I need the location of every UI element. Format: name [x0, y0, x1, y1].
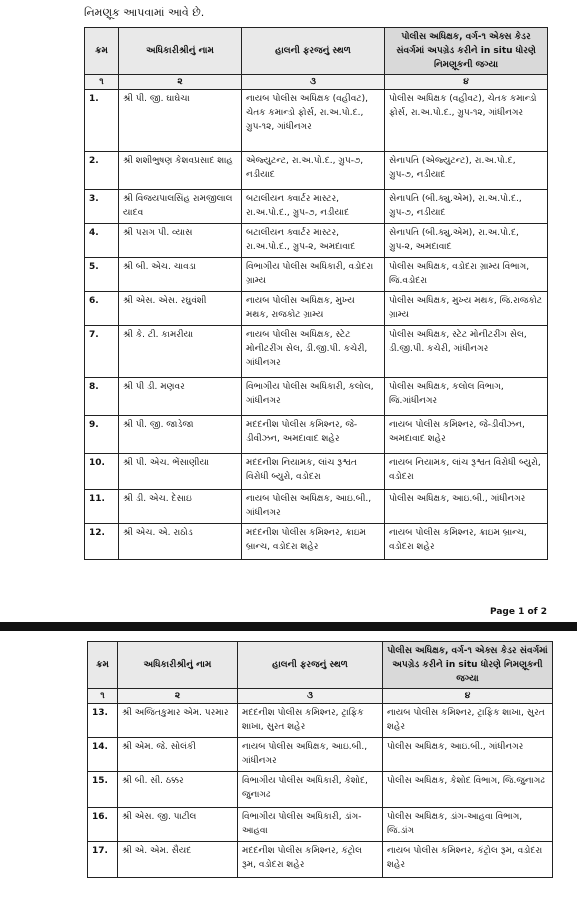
row-sr: 13.: [88, 704, 118, 738]
header-num: ૪: [383, 689, 553, 704]
row-new-post: પોલીસ અધિક્ષક, કેશોદ વિભાગ, જિ.જુનાગઢ: [383, 772, 553, 808]
row-name: શ્રી બી. એચ. ચાવડા: [119, 258, 242, 292]
row-sr: 7.: [85, 326, 119, 378]
row-current-post: મદદનીશ પોલીસ કમિશ્નર, ટ્રાફિક શાખા, સુરત શહેર: [238, 704, 383, 738]
header-num: ૨: [118, 689, 238, 704]
row-name: શ્રી પી. એચ. ભેંસાણીયા: [119, 454, 242, 490]
header-sr: ક્રમ: [88, 642, 118, 689]
row-new-post: પોલીસ અધિક્ષક, આઇ.બી., ગાંધીનગર: [383, 738, 553, 772]
row-new-post: પોલીસ અધિક્ષક, આઇ.બી., ગાંધીનગર: [385, 490, 548, 524]
row-sr: 14.: [88, 738, 118, 772]
row-current-post: નાયબ પોલીસ અધિક્ષક, આઇ.બી., ગાંધીનગર: [242, 490, 385, 524]
header-sr: ક્રમ: [85, 28, 119, 75]
row-new-post: સેનાપતિ (એજ્યુટન્ટ), રા.અ.પો.દ, ગ્રુપ-૭, નડીયાદ: [385, 152, 548, 190]
row-sr: 9.: [85, 416, 119, 454]
header-new-post: પોલીસ અધિક્ષક, વર્ગ-૧ એક્સ કેડર સંવર્ગમાં અપગ્રેડ કરીને in situ ધોરણે નિમણૂકની જગ્યા: [385, 28, 548, 75]
row-name: શ્રી વિજયપાલસિંહ રામજીલાલ યાદવ: [119, 190, 242, 224]
header-name: અધિકારીશ્રીનું નામ: [118, 642, 238, 689]
row-new-post: પોલીસ અધિક્ષક, કલોલ વિભાગ, જિ.ગાંધીનગર: [385, 378, 548, 416]
row-new-post: પોલીસ અધિક્ષક, ડાંગ-આહવા વિભાગ, જિ.ડાંગ: [383, 808, 553, 842]
row-name: શ્રી એસ. જી. પાટીલ: [118, 808, 238, 842]
table-row: [85, 90, 548, 152]
row-name: શ્રી પરાગ પી. વ્યાસ: [119, 224, 242, 258]
row-sr: 11.: [85, 490, 119, 524]
appointments-table-page2: [87, 641, 553, 878]
header-current-post: હાલની ફરજનું સ્થળ: [238, 642, 383, 689]
header-num: ૨: [119, 75, 242, 90]
row-current-post: નાયબ પોલીસ અધિક્ષક, સ્ટેટ મોનીટરીંગ સેલ, ડી.જી.પી. કચેરી, ગાંધીનગર: [242, 326, 385, 378]
header-new-post: પોલીસ અધિક્ષક, વર્ગ-૧ એક્સ કેડર સંવર્ગમાં અપગ્રેડ કરીને in situ ધોરણે નિમણૂકની જગ્યા: [383, 642, 553, 689]
row-current-post: બટાલીયન ક્વાર્ટર માસ્ટર, રા.અ.પો.દ., ગ્રુપ-૭, નડીયાદ: [242, 190, 385, 224]
header-num: ૪: [385, 75, 548, 90]
page-separator: [0, 622, 577, 631]
header-row: [85, 28, 548, 75]
header-number-row: [88, 689, 553, 704]
row-new-post: નાયબ પોલીસ કમિશ્નર, કંટ્રોલ રૂમ, વડોદરા શહેર: [383, 842, 553, 878]
row-current-post: મદદનીશ પોલીસ કમિશ્નર, કંટ્રોલ રૂમ, વડોદરા શહેર: [238, 842, 383, 878]
header-num: ૧: [85, 75, 119, 90]
table-row: [85, 326, 548, 378]
row-new-post: સેનાપતિ (બી.ક્યુ.એમ), રા.અ.પો.દ, ગ્રુપ-૨, અમદાવાદ: [385, 224, 548, 258]
row-new-post: નાયબ પોલીસ કમિશ્નર, ટ્રાફિક શાખા, સુરત શહેર: [383, 704, 553, 738]
row-new-post: નાયબ નિયામક, લાંચ રૂશ્વત વિરોધી બ્યુરો, વડોદરા: [385, 454, 548, 490]
row-new-post: પોલીસ અધિક્ષક (વહીવટ), ચેતક કમાન્ડો ફોર્સ, રા.અ.પો.દ., ગ્રુપ-૧૨, ગાંધીનગર: [385, 90, 548, 152]
row-name: શ્રી ડી. એચ. દેસાઇ: [119, 490, 242, 524]
row-name: શ્રી બી. સી. ઠક્કર: [118, 772, 238, 808]
row-current-post: નાયબ પોલીસ અધિક્ષક, આઇ.બી., ગાંધીનગર: [238, 738, 383, 772]
row-sr: 4.: [85, 224, 119, 258]
row-current-post: વિભાગીય પોલીસ અધિકારી, કલોલ, ગાંધીનગર: [242, 378, 385, 416]
row-sr: 10.: [85, 454, 119, 490]
table-row: [85, 378, 548, 416]
row-name: શ્રી એસ. એસ. રઘુવંશી: [119, 292, 242, 326]
row-current-post: નાયબ પોલીસ અધિક્ષક, મુખ્ય મથક, રાજકોટ ગ્રામ્ય: [242, 292, 385, 326]
row-sr: 1.: [85, 90, 119, 152]
row-sr: 15.: [88, 772, 118, 808]
row-current-post: મદદનીશ નિયામક, લાંચ રૂશ્વત વિરોધી બ્યુરો, વડોદરા: [242, 454, 385, 490]
row-sr: 2.: [85, 152, 119, 190]
row-current-post: બટાલીયન ક્વાર્ટર માસ્ટર, રા.અ.પો.દ., ગ્રુપ-૨, અમદાવાદ: [242, 224, 385, 258]
table-row: [85, 190, 548, 224]
header-num: ૧: [88, 689, 118, 704]
table-row: [85, 490, 548, 524]
row-current-post: એજ્યુટન્ટ, રા.અ.પો.દ., ગ્રુપ-૭, નડીયાદ: [242, 152, 385, 190]
row-current-post: વિભાગીય પોલીસ અધિકારી, કેશોદ, જુનાગઢ: [238, 772, 383, 808]
row-current-post: મદદનીશ પોલીસ કમિશ્નર, ક્રાઇમ બ્રાન્ચ, વડોદરા શહેર: [242, 524, 385, 560]
row-sr: 16.: [88, 808, 118, 842]
row-new-post: સેનાપતિ (બી.ક્યુ.એમ), રા.અ.પો.દ., ગ્રુપ-૭, નડીયાદ: [385, 190, 548, 224]
table-row: [88, 772, 553, 808]
row-name: શ્રી એ. એમ. સૈયદ: [118, 842, 238, 878]
row-new-post: પોલીસ અધિક્ષક, વડોદરા ગ્રામ્ય વિભાગ, જિ.વડોદરા: [385, 258, 548, 292]
table-row: [85, 258, 548, 292]
table-row: [85, 224, 548, 258]
row-sr: 8.: [85, 378, 119, 416]
table-row: [85, 416, 548, 454]
row-sr: 3.: [85, 190, 119, 224]
row-current-post: મદદનીશ પોલીસ કમિશ્નર, જે-ડીવીઝન, અમદાવાદ શહેર: [242, 416, 385, 454]
row-new-post: પોલીસ અધિક્ષક, સ્ટેટ મોનીટરીંગ સેલ, ડી.જી.પી. કચેરી, ગાંધીનગર: [385, 326, 548, 378]
row-sr: 6.: [85, 292, 119, 326]
header-name: અધિકારીશ્રીનું નામ: [119, 28, 242, 75]
row-current-post: વિભાગીય પોલીસ અધિકારી, ડાંગ-આહવા: [238, 808, 383, 842]
table-row: [88, 738, 553, 772]
row-name: શ્રી પી ડી. મણવર: [119, 378, 242, 416]
page-two: [0, 631, 577, 901]
header-current-post: હાલની ફરજનું સ્થળ: [242, 28, 385, 75]
table-row: [85, 292, 548, 326]
header-number-row: [85, 75, 548, 90]
row-new-post: પોલીસ અધિક્ષક, મુખ્ય મથક, જિ.રાજકોટ ગ્રામ્ય: [385, 292, 548, 326]
row-new-post: નાયબ પોલીસ કમિશ્નર, જે-ડીવીઝન, અમદાવાદ શહેર: [385, 416, 548, 454]
table-row: [88, 704, 553, 738]
row-current-post: નાયબ પોલીસ અધિક્ષક (વહીવટ), ચેતક કમાન્ડો ફોર્સ, રા.અ.પો.દ., ગ્રુપ-૧૨, ગાંધીનગર: [242, 90, 385, 152]
intro-text: નિમણૂક આપવામાં આવે છે.: [84, 6, 205, 19]
row-name: શ્રી એમ. જે. સોલંકી: [118, 738, 238, 772]
header-num: ૩: [238, 689, 383, 704]
table-row: [85, 524, 548, 560]
table-row: [88, 808, 553, 842]
table-row: [85, 454, 548, 490]
table-row: [88, 842, 553, 878]
row-name: શ્રી શશીભુષણ કેશવપ્રસાદ શાહ: [119, 152, 242, 190]
row-current-post: વિભાગીય પોલીસ અધિકારી, વડોદરા ગ્રામ્ય: [242, 258, 385, 292]
row-sr: 17.: [88, 842, 118, 878]
row-sr: 5.: [85, 258, 119, 292]
table-row: [85, 152, 548, 190]
header-num: ૩: [242, 75, 385, 90]
row-name: શ્રી અજિતકુમાર એમ. પરમાર: [118, 704, 238, 738]
appointments-table-page1: [84, 27, 548, 560]
row-name: શ્રી પી. જી. જાડેજા: [119, 416, 242, 454]
header-row: [88, 642, 553, 689]
row-name: શ્રી કે. ટી. કામરીયા: [119, 326, 242, 378]
row-sr: 12.: [85, 524, 119, 560]
row-name: શ્રી પી. જી. ઘાઘેચા: [119, 90, 242, 152]
row-new-post: નાયબ પોલીસ કમિશ્નર, ક્રાઇમ બ્રાન્ચ, વડોદરા શહેર: [385, 524, 548, 560]
page-footer: Page 1 of 2: [490, 607, 547, 617]
row-name: શ્રી એચ. એ. રાઠોડ: [119, 524, 242, 560]
